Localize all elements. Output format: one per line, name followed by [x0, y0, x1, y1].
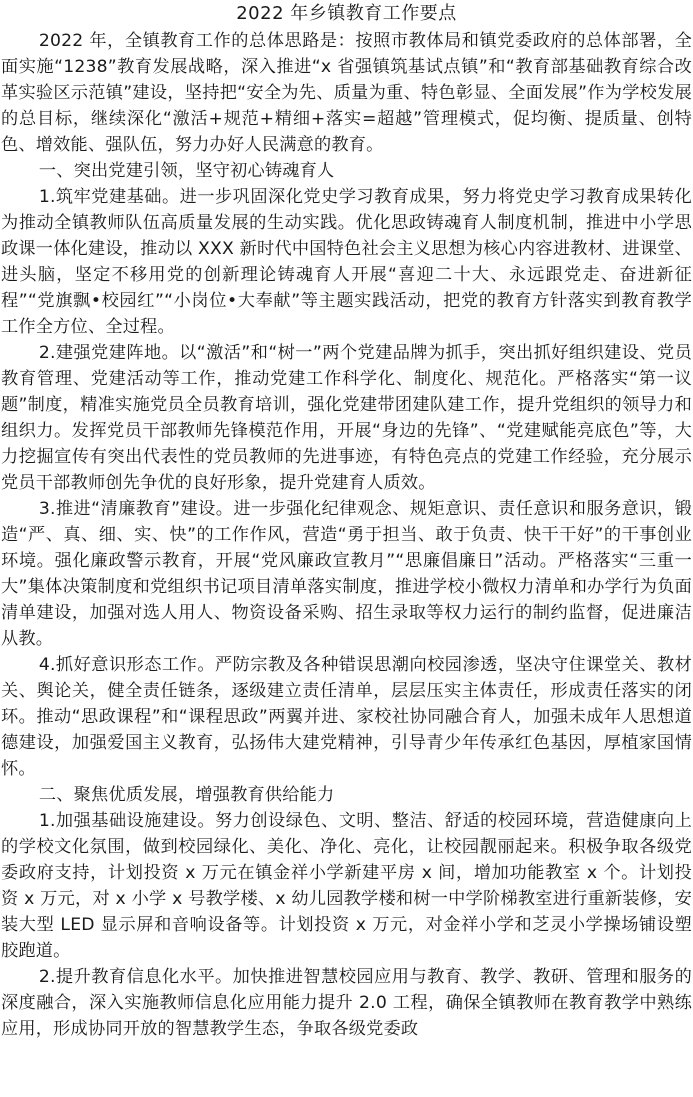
paragraph-overview: 2022 年，全镇教育工作的总体思路是：按照市教体局和镇党委政府的总体部署，全面实施“1238”教育发展战略，深入推进“x 省强镇筑基试点镇”和“教育部基础教育综合改革实验区示范镇”建设，坚持把“安全为先、质量为重、特色彰显、全面发展”作为学校发展的总目标，继续深化“激活+规范+精细+落实=超越”管理模式，促均衡、提质量、创特色、增效能、强队伍，努力办好人民满意的教育。 [1, 31, 692, 155]
paragraph-1-3: 3.推进“清廉教育”建设。进一步强化纪律观念、规矩意识、责任意识和服务意识，锻造“严、真、细、实、快”的工作作风，营造“勇于担当、敢于负责、快干干好”的干事创业环境。强化廉政警示教育，开展“党风廉政宣教月”“思廉倡廉日”活动。严格落实“三重一大”集体决策制度和党组织书记项目清单落实制度，推进学校小微权力清单和办学行为负面清单建设，加强对选人用人、物资设备采购、招生录取等权力运行的制约监督，促进廉洁从教。 [1, 499, 692, 649]
document-title: 2022 年乡镇教育工作要点 [236, 3, 457, 24]
section-heading-1: 一、突出党建引领，坚守初心铸魂育人 [38, 161, 335, 181]
paragraph-2-1: 1.加强基础设施建设。努力创设绿色、文明、整洁、舒适的校园环境，营造健康向上的学校文化氛围，做到校园绿化、美化、净化、亮化，让校园靓丽起来。积极争取各级党委政府支持，计划投资 x 万元在镇金祥小学新建平房 x 间，增加功能教室 x 个。计划投资 x 万元，对 x 小学 x 号教学楼、x 幼儿园教学楼和树一中学阶梯教室进行重新装修，安装大型 LED 显示屏和音响设备等。计划投资 x 万元，对金祥小学和芝灵小学操场铺设塑胶跑道。 [1, 811, 692, 961]
paragraph-2-2: 2.提升教育信息化水平。加快推进智慧校园应用与教育、教学、教研、管理和服务的深度融合，深入实施教师信息化应用能力提升 2.0 工程，确保全镇教师在教育教学中熟练应用，形成协同开放的智慧教学生态，争取各级党委政 [1, 967, 692, 1039]
section-heading-2: 二、聚焦优质发展，增强教育供给能力 [38, 785, 335, 805]
paragraph-1-4: 4.抓好意识形态工作。严防宗教及各种错误思潮向校园渗透，坚决守住课堂关、教材关、舆论关，健全责任链条，逐级建立责任清单，层层压实主体责任，形成责任落实的闭环。推动“思政课程”和“课程思政”两翼并进、家校社协同融合育人，加强未成年人思想道德建设，加强爱国主义教育，弘扬伟大建党精神，引导青少年传承红色基因，厚植家国情怀。 [1, 655, 692, 779]
paragraph-1-1: 1.筑牢党建基础。进一步巩固深化党史学习教育成果，努力将党史学习教育成果转化为推动全镇教师队伍高质量发展的生动实践。优化思政铸魂育人制度机制，推进中小学思政课一体化建设，推动以 XXX 新时代中国特色社会主义思想为核心内容进教材、进课堂、进头脑，坚定不移用党的创新理论铸魂育人开展“喜迎二十大、永远跟党走、奋进新征程”“党旗飘•校园红”“小岗位•大奉献”等主题实践活动，把党的教育方针落实到教育教学工作全方位、全过程。 [1, 187, 692, 337]
paragraph-1-2: 2.建强党建阵地。以“激活”和“树一”两个党建品牌为抓手，突出抓好组织建设、党员教育管理、党建活动等工作，推动党建工作科学化、制度化、规范化。严格落实“第一议题”制度，精准实施党员全员教育培训，强化党建带团建队建工作，提升党组织的领导力和组织力。发挥党员干部教师先锋模范作用，开展“身边的先锋”、“党建赋能亮底色”等，大力挖掘宣传有突出代表性的党员教师的先进事迹，有特色亮点的党建工作经验，充分展示党员干部教师创先争优的良好形象，提升党建育人质效。 [1, 343, 692, 493]
